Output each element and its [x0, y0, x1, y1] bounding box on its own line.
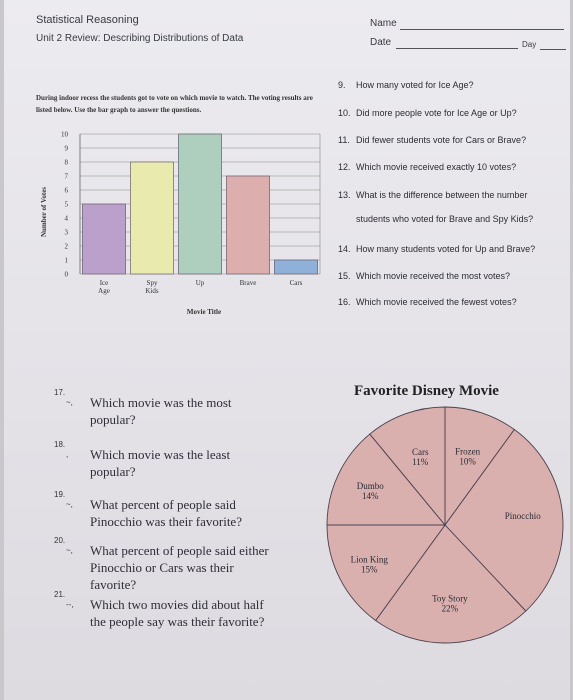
x-tick-label: Brave: [239, 279, 257, 287]
question-text: Did more people vote for Ice Age or Up?: [356, 108, 517, 118]
bar-up: [178, 134, 221, 274]
question-10: [338, 108, 517, 118]
question-number: 13.: [338, 190, 351, 200]
question-number: 21.: [54, 590, 66, 599]
question-12: [338, 162, 516, 172]
x-tick-label: Spy: [146, 279, 158, 287]
handwritten-mark: ~,: [66, 398, 73, 407]
question-text-block: [90, 496, 242, 530]
question-text-block: [90, 542, 269, 593]
question-text-line: favorite?: [90, 577, 137, 592]
pie-chart-title: Favorite Disney Movie: [354, 383, 499, 399]
question-number: 19.: [54, 490, 66, 499]
y-tick-label: 4: [64, 214, 68, 223]
pie-slice-percent: 15%: [361, 564, 378, 575]
pie-slice-name: Frozen: [455, 446, 481, 457]
pie-slice-name: Lion King: [350, 554, 388, 565]
pie-slice-name: Pinocchio: [504, 511, 541, 522]
question-16: [338, 297, 517, 307]
intro-text: During indoor recess the students got to vote on which movie to watch. The voting results are listed below. Use the bar graph to answer the questions.: [36, 94, 313, 114]
y-tick-label: 0: [64, 270, 68, 279]
worksheet-subtitle: Unit 2 Review: Describing Distributions of Data: [36, 33, 244, 44]
question-cont: [338, 214, 533, 224]
pie-slice-percent: 11%: [412, 457, 429, 468]
pie-slice-name: Cars: [411, 447, 429, 458]
question-9: [338, 80, 474, 90]
y-tick-label: 10: [61, 130, 68, 139]
pie-chart: [320, 400, 570, 650]
y-tick-label: 1: [64, 256, 68, 265]
y-tick-label: 3: [64, 228, 68, 237]
bar-chart-x-label: Movie Title: [186, 308, 222, 316]
worksheet: [4, 0, 570, 700]
question-number: 11.: [338, 135, 350, 145]
name-line[interactable]: [400, 29, 564, 30]
x-tick-label: Cars: [289, 279, 303, 287]
question-text: Which movie received the fewest votes?: [356, 297, 517, 307]
question-text-line: popular?: [90, 412, 136, 427]
pie-slice-percent: 10%: [459, 456, 476, 467]
handwritten-mark: ~,: [66, 546, 73, 555]
y-tick-label: 6: [64, 186, 68, 195]
question-text: Which movie received exactly 10 votes?: [356, 162, 517, 172]
day-label: Day: [522, 40, 537, 49]
pie-slice-percent: 22%: [441, 603, 459, 614]
x-tick-label: Kids: [145, 287, 159, 295]
question-number: 10.: [338, 108, 351, 118]
question-text-line: popular?: [90, 464, 136, 479]
question-text: How many voted for Ice Age?: [356, 80, 474, 90]
bar-chart-y-label: Number of Votes: [40, 186, 48, 238]
bar-spy-kids: [130, 162, 173, 274]
question-text-line: the people say was their favorite?: [90, 614, 265, 629]
y-tick-label: 7: [64, 172, 68, 181]
bar-ice-age: [82, 204, 125, 274]
question-number: 14.: [338, 244, 351, 254]
question-text-line: Pinocchio or Cars was their: [90, 560, 234, 575]
y-tick-label: 8: [64, 158, 68, 167]
question-text: What is the difference between the number: [356, 190, 528, 200]
question-text-line: Which movie was the least: [90, 447, 231, 462]
bar-chart-x-ticks: [98, 279, 303, 295]
worksheet-title: Statistical Reasoning: [36, 14, 139, 26]
question-number: 20.: [54, 536, 66, 545]
name-label: Name: [370, 18, 397, 29]
question-number: 12.: [338, 162, 351, 172]
x-tick-label: Up: [195, 279, 205, 287]
day-line[interactable]: [540, 49, 566, 50]
question-text-line: Which movie was the most: [90, 395, 232, 410]
question-15: [338, 271, 510, 281]
bar-chart-y-ticks: [61, 131, 69, 279]
pie-slice-name: Dumbo: [356, 480, 384, 491]
question-text-block: [90, 596, 264, 630]
question-number: 18.: [54, 440, 66, 449]
pie-slice-name: Toy Story: [432, 593, 468, 604]
question-text: students who voted for Brave and Spy Kids?: [356, 214, 534, 224]
y-tick-label: 9: [64, 144, 68, 153]
question-text-line: What percent of people said either: [90, 543, 269, 558]
date-label: Date: [370, 37, 392, 48]
date-line[interactable]: [396, 48, 518, 49]
x-tick-label: Age: [98, 287, 110, 295]
pie-slice-percent: 14%: [362, 490, 379, 501]
question-number: 15.: [338, 271, 351, 281]
handwritten-mark: ~,: [66, 500, 73, 509]
question-number: 17.: [54, 388, 66, 397]
question-text-line: Pinocchio was their favorite?: [90, 514, 242, 529]
question-number: 16.: [338, 297, 351, 307]
question-text-line: Which two movies did about half: [90, 597, 264, 612]
x-tick-label: Ice: [99, 279, 109, 287]
question-11: [338, 135, 526, 145]
question-text: Which movie received the most votes?: [356, 271, 511, 281]
y-tick-label: 2: [64, 242, 68, 251]
bar-cars: [274, 260, 317, 274]
question-text-block: [90, 394, 232, 428]
question-text: How many students voted for Up and Brave?: [356, 244, 536, 254]
question-text: Did fewer students vote for Cars or Brave?: [356, 135, 527, 145]
question-14: [338, 244, 535, 254]
bar-brave: [226, 176, 269, 274]
handwritten-mark: --,: [66, 600, 74, 609]
question-text-line: What percent of people said: [90, 497, 236, 512]
question-13: [338, 190, 527, 200]
bar-chart: [28, 124, 328, 324]
question-text-block: [90, 446, 230, 480]
handwritten-mark: ,: [66, 450, 69, 459]
question-number: 9.: [338, 80, 346, 90]
y-tick-label: 5: [64, 200, 68, 209]
